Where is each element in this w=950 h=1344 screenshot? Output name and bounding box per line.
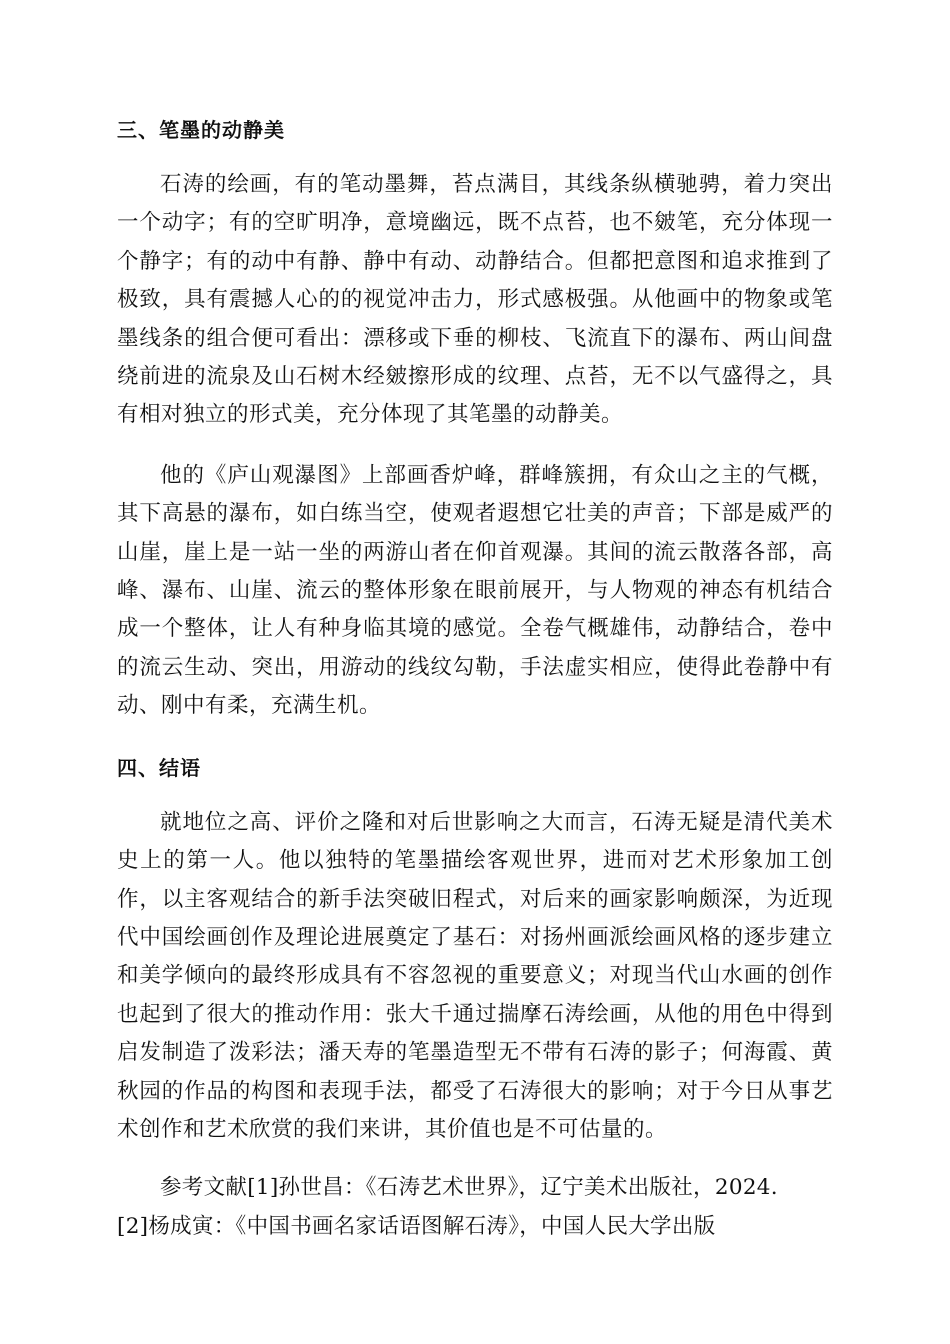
paragraph-conclusion: 就地位之高、评价之隆和对后世影响之大而言，石涛无疑是清代美术史上的第一人。他以独特的笔墨描绘客观世界，进而对艺术形象加工创作，以主客观结合的新手法突破旧程式，对后来的画家影响颇深，为近现代中国绘画创作及理论进展奠定了基石：对扬州画派绘画风格的逐步建立和美学倾向的最终形成具有不容忽视的重要意义；对现当代山水画的创作也起到了很大的推动作用：张大千通过揣摩石涛绘画，从他的用色中得到启发制造了泼彩法；潘天寿的笔墨造型无不带有石涛的影子；何海霞、黄秋园的作品的构图和表现手法，都受了石涛很大的影响；对于今日从事艺术创作和艺术欣赏的我们来讲，其价值也是不可估量的。: [117, 809, 833, 1142]
reference-item-2: [2]杨成寅：《中国书画名家话语图解石涛》，中国人民大学出版: [117, 1213, 716, 1239]
reference-item-1: 参考文献[1]孙世昌：《石涛艺术世界》，辽宁美术出版社，2024.: [160, 1175, 778, 1201]
section-heading-conclusion: 四、结语: [117, 755, 201, 780]
paragraph-brushwork-intro: 石涛的绘画，有的笔动墨舞，苔点满目，其线条纵横驰骋，着力突出一个动字；有的空旷明净，意境幽远，既不点苔，也不皴笔，充分体现一个静字；有的动中有静、静中有动、动静结合。但都把意图和追求推到了极致，具有震撼人心的的视觉冲击力，形式感极强。从他画中的物象或笔墨线条的组合便可看出：漂移或下垂的柳枝、飞流直下的瀑布、两山间盘绕前进的流泉及山石树木经皴擦形成的纹理、点苔，无不以气盛得之，具有相对独立的形式美，充分体现了其笔墨的动静美。: [117, 172, 833, 428]
section-heading-brushwork: 三、笔墨的动静美: [117, 118, 285, 142]
paragraph-lushan-waterfall: 他的《庐山观瀑图》上部画香炉峰，群峰簇拥，有众山之主的气概，其下高悬的瀑布，如白练当空，使观者遐想它壮美的声音；下部是威严的山崖，崖上是一站一坐的两游山者在仰首观瀑。其间的流云散落各部，高峰、瀑布、山崖、流云的整体形象在眼前展开，与人物观的神态有机结合成一个整体，让人有种身临其境的感觉。全卷气概雄伟，动静结合，卷中的流云生动、突出，用游动的线纹勾勒，手法虚实相应，使得此卷静中有动、刚中有柔，充满生机。: [117, 462, 833, 719]
document-page: [117, 112, 833, 1246]
references-block: [117, 1169, 833, 1246]
